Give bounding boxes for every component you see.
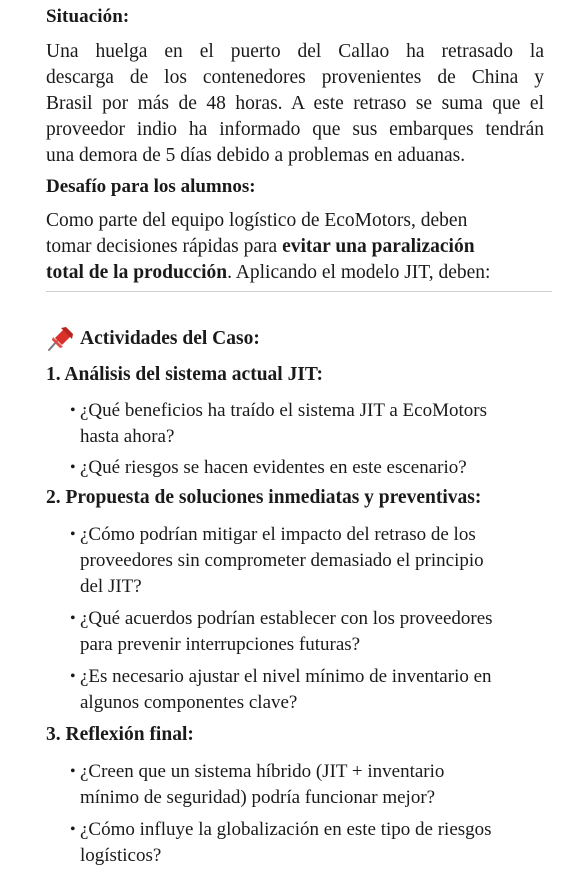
section-title: 2. Propuesta de soluciones inmediatas y preventivas: [46, 487, 482, 508]
bullet-marker: • [70, 526, 76, 543]
list-item-line: ¿Cómo podrían mitigar el impacto del retraso de los [80, 524, 476, 545]
desafio-line: Como parte del equipo logístico de EcoMotors, deben [46, 210, 468, 231]
situacion-paragraph [46, 39, 544, 169]
list-item-line: del JIT? [80, 576, 142, 597]
list-item [70, 455, 550, 481]
list-item-line: ¿Cómo influye la globalización en este tipo de riesgos [80, 819, 492, 840]
desafio-line [46, 234, 516, 260]
situacion-heading: Situación: [46, 6, 130, 27]
desafio-line [46, 260, 516, 286]
section-title: 3. Reflexión final: [46, 724, 194, 745]
situacion-line: Brasil por más de 48 horas. A este retraso se suma que el [46, 93, 544, 114]
section-title: 1. Análisis del sistema actual JIT: [46, 364, 323, 385]
actividades-heading-text: Actividades del Caso: [80, 328, 260, 349]
list-item-line: ¿Es necesario ajustar el nivel mínimo de inventario en [80, 666, 492, 687]
list-item [70, 759, 550, 811]
bullet-marker: • [70, 402, 76, 419]
list-item-line: ¿Qué beneficios ha traído el sistema JIT a EcoMotors [80, 400, 487, 421]
desafio-line3-text: . Aplicando el modelo JIT, deben: [227, 262, 491, 283]
bullet-marker: • [70, 821, 76, 838]
situacion-line: descarga de los contenedores provenientes de China y [46, 67, 544, 88]
list-item-line: ¿Creen que un sistema híbrido (JIT + inventario [80, 761, 445, 782]
bullet-marker: • [70, 610, 76, 627]
desafio-line3-emphasis: total de la producción [46, 262, 228, 283]
list-item-line: ¿Qué riesgos se hacen evidentes en este escenario? [80, 457, 467, 478]
list-item [70, 606, 550, 658]
list-item-line: hasta ahora? [80, 426, 175, 447]
pushpin-icon [46, 326, 74, 352]
actividades-heading [46, 326, 260, 352]
desafio-line2-text: tomar decisiones rápidas para [46, 236, 283, 257]
bullet-marker: • [70, 459, 76, 476]
desafio-paragraph [46, 208, 516, 286]
bullet-marker: • [70, 763, 76, 780]
situacion-line: Una huelga en el puerto del Callao ha retrasado la [46, 41, 544, 62]
list-item [70, 522, 550, 600]
list-item [70, 817, 550, 869]
list-item-line: logísticos? [80, 845, 162, 866]
list-item-line: proveedores sin comprometer demasiado el principio [80, 550, 484, 571]
situacion-line: proveedor indio ha informado que sus embarques tendrán [46, 119, 544, 140]
section-divider [46, 291, 552, 292]
list-item-line: algunos componentes clave? [80, 692, 298, 713]
list-item-line: mínimo de seguridad) podría funcionar mejor? [80, 787, 436, 808]
list-item-line: ¿Qué acuerdos podrían establecer con los proveedores [80, 608, 493, 629]
desafio-line2-emphasis: evitar una paralización [282, 236, 475, 257]
desafio-heading: Desafío para los alumnos: [46, 176, 256, 197]
list-item-line: para prevenir interrupciones futuras? [80, 634, 361, 655]
bullet-marker: • [70, 668, 76, 685]
list-item [70, 398, 550, 450]
list-item [70, 664, 550, 716]
situacion-line: una demora de 5 días debido a problemas en aduanas. [46, 145, 466, 166]
